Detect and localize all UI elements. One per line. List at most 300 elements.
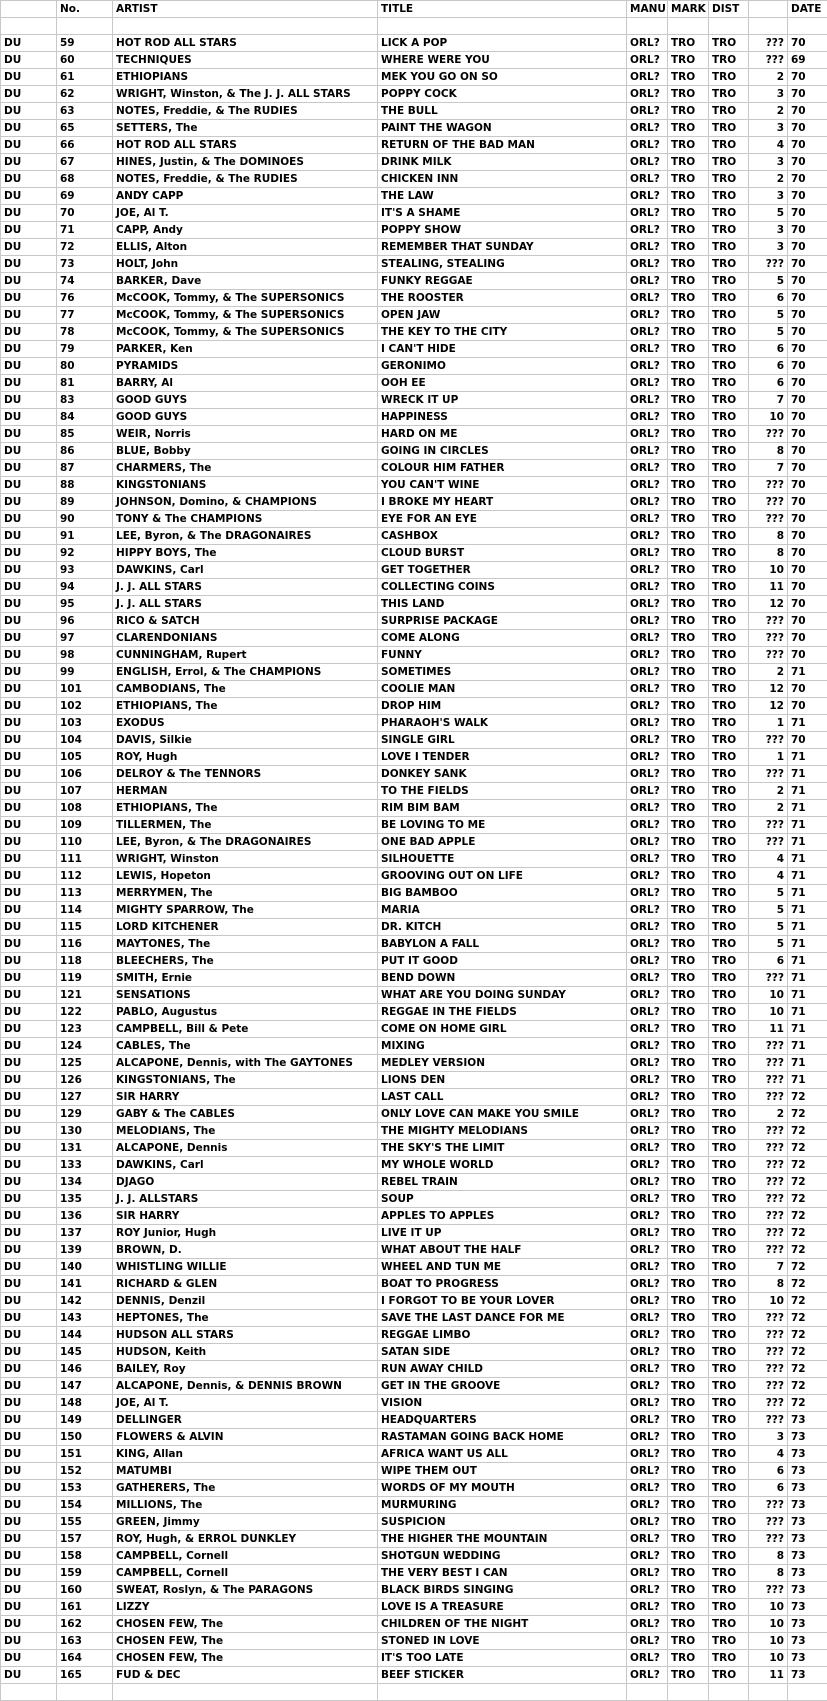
table-row [1,664,827,681]
dist-cell: TRO [709,783,749,800]
date-cell: 70 [788,392,827,409]
table-row [1,1565,827,1582]
month-cell: ??? [749,817,788,834]
number-cell: 133 [57,1157,113,1174]
table-row [1,1259,827,1276]
mark-cell: TRO [668,35,709,52]
header-row [1,1,827,18]
blank-cell [749,18,788,35]
artist-cell: DELLINGER [113,1412,378,1429]
date-cell: 70 [788,681,827,698]
mark-cell: TRO [668,851,709,868]
title-cell: GOING IN CIRCLES [378,443,627,460]
table-row [1,188,827,205]
table-row [1,494,827,511]
table-row [1,460,827,477]
dist-cell: TRO [709,1072,749,1089]
month-cell: ??? [749,1174,788,1191]
mark-cell: TRO [668,154,709,171]
month-cell: 8 [749,528,788,545]
title-cell: LOVE I TENDER [378,749,627,766]
manu-cell: ORL? [627,834,668,851]
artist-cell: RICO & SATCH [113,613,378,630]
mark-cell: TRO [668,936,709,953]
dist-cell: TRO [709,1378,749,1395]
prefix-cell: DU [1,494,57,511]
number-cell: 129 [57,1106,113,1123]
title-cell: SOUP [378,1191,627,1208]
manu-cell: ORL? [627,324,668,341]
dist-cell: TRO [709,392,749,409]
artist-cell: JOE, Al T. [113,1395,378,1412]
manu-cell: ORL? [627,69,668,86]
prefix-cell: DU [1,1293,57,1310]
artist-cell: DELROY & The TENNORS [113,766,378,783]
dist-cell: TRO [709,1633,749,1650]
title-cell: SUSPICION [378,1514,627,1531]
title-cell: TO THE FIELDS [378,783,627,800]
date-cell: 70 [788,341,827,358]
dist-cell: TRO [709,375,749,392]
title-cell: ONLY LOVE CAN MAKE YOU SMILE [378,1106,627,1123]
mark-cell: TRO [668,630,709,647]
month-cell: ??? [749,511,788,528]
blank-cell [627,1684,668,1701]
date-cell: 71 [788,885,827,902]
title-cell: THE LAW [378,188,627,205]
dist-cell: TRO [709,290,749,307]
prefix-cell: DU [1,630,57,647]
table-row [1,766,827,783]
number-cell: 107 [57,783,113,800]
mark-cell: TRO [668,120,709,137]
date-cell: 70 [788,256,827,273]
manu-cell: ORL? [627,1429,668,1446]
artist-cell: HOLT, John [113,256,378,273]
artist-cell: CAMPBELL, Cornell [113,1548,378,1565]
dist-cell: TRO [709,664,749,681]
artist-cell: CHOSEN FEW, The [113,1633,378,1650]
dist-cell: TRO [709,188,749,205]
header-artist: ARTIST [113,1,378,18]
mark-cell: TRO [668,103,709,120]
blank-cell [788,18,827,35]
title-cell: REMEMBER THAT SUNDAY [378,239,627,256]
number-cell: 102 [57,698,113,715]
mark-cell: TRO [668,834,709,851]
month-cell: 10 [749,409,788,426]
mark-cell: TRO [668,477,709,494]
artist-cell: GOOD GUYS [113,409,378,426]
mark-cell: TRO [668,1038,709,1055]
prefix-cell: DU [1,1208,57,1225]
manu-cell: ORL? [627,1633,668,1650]
number-cell: 137 [57,1225,113,1242]
dist-cell: TRO [709,1157,749,1174]
number-cell: 80 [57,358,113,375]
table-row [1,919,827,936]
artist-cell: SETTERS, The [113,120,378,137]
number-cell: 108 [57,800,113,817]
manu-cell: ORL? [627,1157,668,1174]
mark-cell: TRO [668,1565,709,1582]
prefix-cell: DU [1,936,57,953]
dist-cell: TRO [709,596,749,613]
manu-cell: ORL? [627,579,668,596]
date-cell: 72 [788,1208,827,1225]
number-cell: 61 [57,69,113,86]
artist-cell: HEPTONES, The [113,1310,378,1327]
artist-cell: PABLO, Augustus [113,1004,378,1021]
month-cell: 2 [749,664,788,681]
title-cell: RUN AWAY CHILD [378,1361,627,1378]
mark-cell: TRO [668,1497,709,1514]
month-cell: 5 [749,902,788,919]
blank-cell [378,1684,627,1701]
month-cell: 6 [749,1463,788,1480]
mark-cell: TRO [668,732,709,749]
date-cell: 72 [788,1395,827,1412]
date-cell: 73 [788,1429,827,1446]
artist-cell: LIZZY [113,1599,378,1616]
title-cell: DROP HIM [378,698,627,715]
prefix-cell: DU [1,188,57,205]
mark-cell: TRO [668,460,709,477]
number-cell: 81 [57,375,113,392]
mark-cell: TRO [668,1225,709,1242]
month-cell: ??? [749,1055,788,1072]
title-cell: BEND DOWN [378,970,627,987]
title-cell: CASHBOX [378,528,627,545]
title-cell: GET TOGETHER [378,562,627,579]
prefix-cell: DU [1,902,57,919]
manu-cell: ORL? [627,1344,668,1361]
table-row [1,409,827,426]
date-cell: 73 [788,1633,827,1650]
artist-cell: SWEAT, Roslyn, & The PARAGONS [113,1582,378,1599]
manu-cell: ORL? [627,35,668,52]
mark-cell: TRO [668,171,709,188]
mark-cell: TRO [668,953,709,970]
title-cell: MEDLEY VERSION [378,1055,627,1072]
prefix-cell: DU [1,1191,57,1208]
manu-cell: ORL? [627,1412,668,1429]
artist-cell: GOOD GUYS [113,392,378,409]
title-cell: FUNKY REGGAE [378,273,627,290]
number-cell: 98 [57,647,113,664]
artist-cell: ELLIS, Alton [113,239,378,256]
month-cell: 6 [749,341,788,358]
title-cell: LOVE IS A TREASURE [378,1599,627,1616]
artist-cell: HOT ROD ALL STARS [113,35,378,52]
mark-cell: TRO [668,341,709,358]
manu-cell: ORL? [627,800,668,817]
dist-cell: TRO [709,1038,749,1055]
date-cell: 70 [788,409,827,426]
manu-cell: ORL? [627,1106,668,1123]
dist-cell: TRO [709,35,749,52]
date-cell: 70 [788,613,827,630]
dist-cell: TRO [709,1667,749,1684]
mark-cell: TRO [668,1242,709,1259]
table-row [1,528,827,545]
table-row [1,375,827,392]
manu-cell: ORL? [627,1446,668,1463]
dist-cell: TRO [709,86,749,103]
number-cell: 118 [57,953,113,970]
mark-cell: TRO [668,1140,709,1157]
artist-cell: GREEN, Jimmy [113,1514,378,1531]
dist-cell: TRO [709,1174,749,1191]
number-cell: 92 [57,545,113,562]
number-cell: 86 [57,443,113,460]
manu-cell: ORL? [627,681,668,698]
prefix-cell: DU [1,392,57,409]
mark-cell: TRO [668,426,709,443]
title-cell: SINGLE GIRL [378,732,627,749]
mark-cell: TRO [668,86,709,103]
mark-cell: TRO [668,358,709,375]
prefix-cell: DU [1,868,57,885]
date-cell: 72 [788,1378,827,1395]
mark-cell: TRO [668,511,709,528]
month-cell: ??? [749,834,788,851]
mark-cell: TRO [668,1055,709,1072]
dist-cell: TRO [709,1548,749,1565]
prefix-cell: DU [1,460,57,477]
mark-cell: TRO [668,1106,709,1123]
blank-row [1,1684,827,1701]
artist-cell: ETHIOPIANS, The [113,698,378,715]
date-cell: 70 [788,171,827,188]
prefix-cell: DU [1,1429,57,1446]
dist-cell: TRO [709,681,749,698]
artist-cell: HUDSON ALL STARS [113,1327,378,1344]
header-date: DATE [788,1,827,18]
table-row [1,324,827,341]
blank-cell [57,1684,113,1701]
number-cell: 62 [57,86,113,103]
number-cell: 101 [57,681,113,698]
blank-row [1,18,827,35]
blank-cell [57,18,113,35]
number-cell: 125 [57,1055,113,1072]
title-cell: I BROKE MY HEART [378,494,627,511]
number-cell: 143 [57,1310,113,1327]
mark-cell: TRO [668,1463,709,1480]
month-cell: 2 [749,69,788,86]
artist-cell: WRIGHT, Winston, & The J. J. ALL STARS [113,86,378,103]
manu-cell: ORL? [627,1293,668,1310]
prefix-cell: DU [1,1531,57,1548]
prefix-cell: DU [1,137,57,154]
table-row [1,1055,827,1072]
manu-cell: ORL? [627,647,668,664]
manu-cell: ORL? [627,1055,668,1072]
prefix-cell: DU [1,817,57,834]
mark-cell: TRO [668,1089,709,1106]
dist-cell: TRO [709,698,749,715]
number-cell: 89 [57,494,113,511]
number-cell: 95 [57,596,113,613]
mark-cell: TRO [668,817,709,834]
manu-cell: ORL? [627,732,668,749]
month-cell: 10 [749,1633,788,1650]
date-cell: 71 [788,902,827,919]
date-cell: 73 [788,1412,827,1429]
month-cell: ??? [749,35,788,52]
date-cell: 70 [788,86,827,103]
date-cell: 71 [788,817,827,834]
number-cell: 87 [57,460,113,477]
number-cell: 114 [57,902,113,919]
date-cell: 72 [788,1157,827,1174]
manu-cell: ORL? [627,1463,668,1480]
dist-cell: TRO [709,1021,749,1038]
title-cell: WHAT ARE YOU DOING SUNDAY [378,987,627,1004]
artist-cell: ANDY CAPP [113,188,378,205]
table-row [1,52,827,69]
mark-cell: TRO [668,528,709,545]
header-mark: MARK [668,1,709,18]
dist-cell: TRO [709,1293,749,1310]
prefix-cell: DU [1,375,57,392]
table-row [1,817,827,834]
mark-cell: TRO [668,1157,709,1174]
dist-cell: TRO [709,1361,749,1378]
number-cell: 74 [57,273,113,290]
date-cell: 71 [788,783,827,800]
date-cell: 69 [788,52,827,69]
blank-cell [668,1684,709,1701]
title-cell: THE KEY TO THE CITY [378,324,627,341]
manu-cell: ORL? [627,698,668,715]
manu-cell: ORL? [627,52,668,69]
title-cell: POPPY SHOW [378,222,627,239]
prefix-cell: DU [1,103,57,120]
date-cell: 71 [788,834,827,851]
prefix-cell: DU [1,783,57,800]
number-cell: 149 [57,1412,113,1429]
artist-cell: HIPPY BOYS, The [113,545,378,562]
blank-cell [709,1684,749,1701]
mark-cell: TRO [668,1361,709,1378]
artist-cell: ALCAPONE, Dennis, with The GAYTONES [113,1055,378,1072]
table-row [1,732,827,749]
mark-cell: TRO [668,1072,709,1089]
month-cell: 12 [749,681,788,698]
mark-cell: TRO [668,409,709,426]
prefix-cell: DU [1,987,57,1004]
title-cell: HEADQUARTERS [378,1412,627,1429]
artist-cell: TILLERMEN, The [113,817,378,834]
month-cell: ??? [749,1123,788,1140]
date-cell: 71 [788,851,827,868]
dist-cell: TRO [709,885,749,902]
manu-cell: ORL? [627,1361,668,1378]
table-row [1,1582,827,1599]
artist-cell: BLEECHERS, The [113,953,378,970]
artist-cell: WHISTLING WILLIE [113,1259,378,1276]
table-row [1,1106,827,1123]
dist-cell: TRO [709,1208,749,1225]
dist-cell: TRO [709,1242,749,1259]
mark-cell: TRO [668,1276,709,1293]
date-cell: 71 [788,1038,827,1055]
number-cell: 140 [57,1259,113,1276]
artist-cell: JOE, Al T. [113,205,378,222]
manu-cell: ORL? [627,1038,668,1055]
date-cell: 70 [788,137,827,154]
manu-cell: ORL? [627,273,668,290]
prefix-cell: DU [1,732,57,749]
number-cell: 130 [57,1123,113,1140]
date-cell: 70 [788,324,827,341]
number-cell: 163 [57,1633,113,1650]
prefix-cell: DU [1,1599,57,1616]
artist-cell: SENSATIONS [113,987,378,1004]
blank-cell [1,1684,57,1701]
number-cell: 105 [57,749,113,766]
month-cell: 6 [749,375,788,392]
prefix-cell: DU [1,647,57,664]
title-cell: STONED IN LOVE [378,1633,627,1650]
date-cell: 70 [788,205,827,222]
mark-cell: TRO [668,188,709,205]
dist-cell: TRO [709,851,749,868]
mark-cell: TRO [668,715,709,732]
artist-cell: SIR HARRY [113,1089,378,1106]
month-cell: 4 [749,137,788,154]
manu-cell: ORL? [627,120,668,137]
month-cell: ??? [749,1582,788,1599]
dist-cell: TRO [709,868,749,885]
manu-cell: ORL? [627,409,668,426]
month-cell: 5 [749,919,788,936]
table-row [1,1650,827,1667]
month-cell: ??? [749,1514,788,1531]
number-cell: 59 [57,35,113,52]
dist-cell: TRO [709,1191,749,1208]
month-cell: 8 [749,545,788,562]
table-row [1,834,827,851]
manu-cell: ORL? [627,494,668,511]
date-cell: 73 [788,1667,827,1684]
blank-cell [113,1684,378,1701]
table-row [1,1633,827,1650]
title-cell: THE HIGHER THE MOUNTAIN [378,1531,627,1548]
artist-cell: J. J. ALL STARS [113,579,378,596]
prefix-cell: DU [1,1650,57,1667]
date-cell: 73 [788,1616,827,1633]
number-cell: 157 [57,1531,113,1548]
table-row [1,69,827,86]
number-cell: 77 [57,307,113,324]
table-row [1,1497,827,1514]
prefix-cell: DU [1,919,57,936]
manu-cell: ORL? [627,1259,668,1276]
date-cell: 70 [788,273,827,290]
date-cell: 71 [788,715,827,732]
table-row [1,613,827,630]
manu-cell: ORL? [627,1531,668,1548]
date-cell: 71 [788,868,827,885]
month-cell: 6 [749,1480,788,1497]
mark-cell: TRO [668,494,709,511]
title-cell: SATAN SIDE [378,1344,627,1361]
mark-cell: TRO [668,1650,709,1667]
mark-cell: TRO [668,783,709,800]
